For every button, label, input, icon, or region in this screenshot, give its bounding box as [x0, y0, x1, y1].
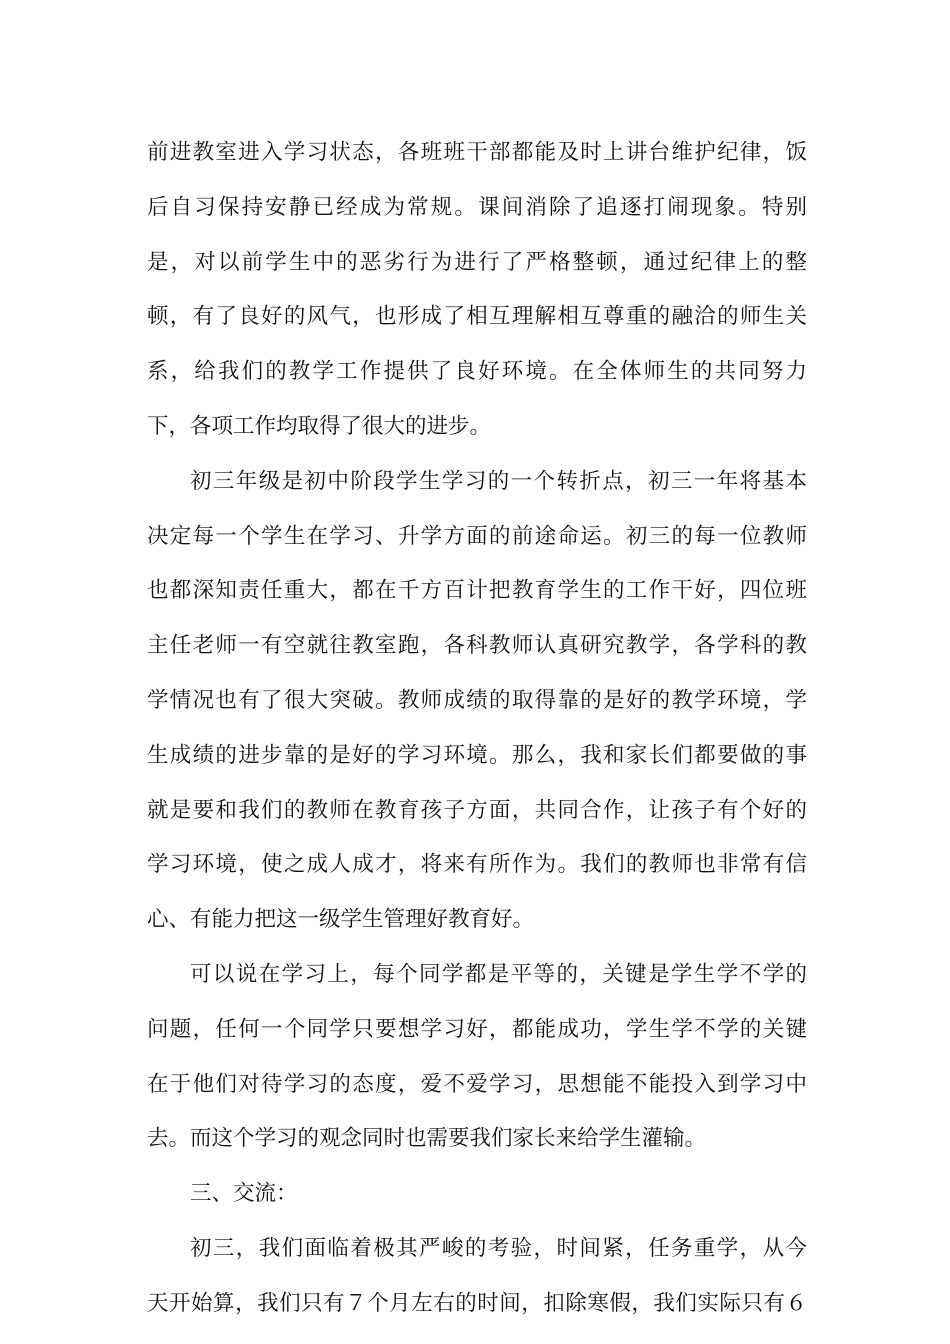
- text-line: 前进教室进入学习状态，各班班干部都能及时上讲台维护纪律，饭: [147, 140, 807, 165]
- text-line: 学情况也有了很大突破。教师成绩的取得靠的是好的教学环境，学: [147, 687, 807, 713]
- text-line: 在于他们对待学习的态度，爱不爱学习，思想能不能投入到学习中: [147, 1071, 807, 1097]
- paragraph-first-line: 可以说在学习上，每个同学都是平等的，关键是学生学不学的: [190, 961, 807, 987]
- text-line: 天开始算，我们只有７个月左右的时间，扣除寒假，我们实际只有６: [147, 1290, 807, 1316]
- text-line: 后自习保持安静已经成为常规。课间消除了追逐打闹现象。特别: [147, 194, 807, 220]
- text-line: 顿，有了良好的风气，也形成了相互理解相互尊重的融洽的师生关: [147, 304, 807, 330]
- text-line: 问题，任何一个同学只要想学习好，都能成功，学生学不学的关键: [147, 1016, 807, 1042]
- text-line: 也都深知责任重大，都在千方百计把教育学生的工作干好，四位班: [147, 578, 807, 604]
- text-line: 学习环境，使之成人成才，将来有所作为。我们的教师也非常有信: [147, 852, 807, 878]
- paragraph-first-line: 初三年级是初中阶段学生学习的一个转折点，初三一年将基本: [190, 468, 807, 494]
- text-line: 生成绩的进步靠的是好的学习环境。那么，我和家长们都要做的事: [147, 742, 807, 768]
- text-line: 去。而这个学习的观念同时也需要我们家长来给学生灌输。: [147, 1126, 707, 1152]
- document-body: [147, 126, 807, 1332]
- text-line: 决定每一个学生在学习、升学方面的前途命运。初三的每一位教师: [147, 523, 807, 549]
- text-line: 心、有能力把这一级学生管理好教育好。: [147, 907, 535, 933]
- text-line: 是，对以前学生中的恶劣行为进行了严格整顿，通过纪律上的整: [147, 249, 807, 275]
- text-line: 主任老师一有空就往教室跑，各科教师认真研究教学，各学科的教: [147, 633, 807, 659]
- text-line: 下，各项工作均取得了很大的进步。: [147, 413, 492, 439]
- text-line: 就是要和我们的教师在教育孩子方面，共同合作，让孩子有个好的: [147, 797, 807, 823]
- section-heading: 三、交流：: [190, 1181, 298, 1207]
- paragraph-first-line: 初三，我们面临着极其严峻的考验，时间紧，任务重学，从今: [190, 1235, 807, 1261]
- text-line: 系，给我们的教学工作提供了良好环境。在全体师生的共同努力: [147, 359, 807, 385]
